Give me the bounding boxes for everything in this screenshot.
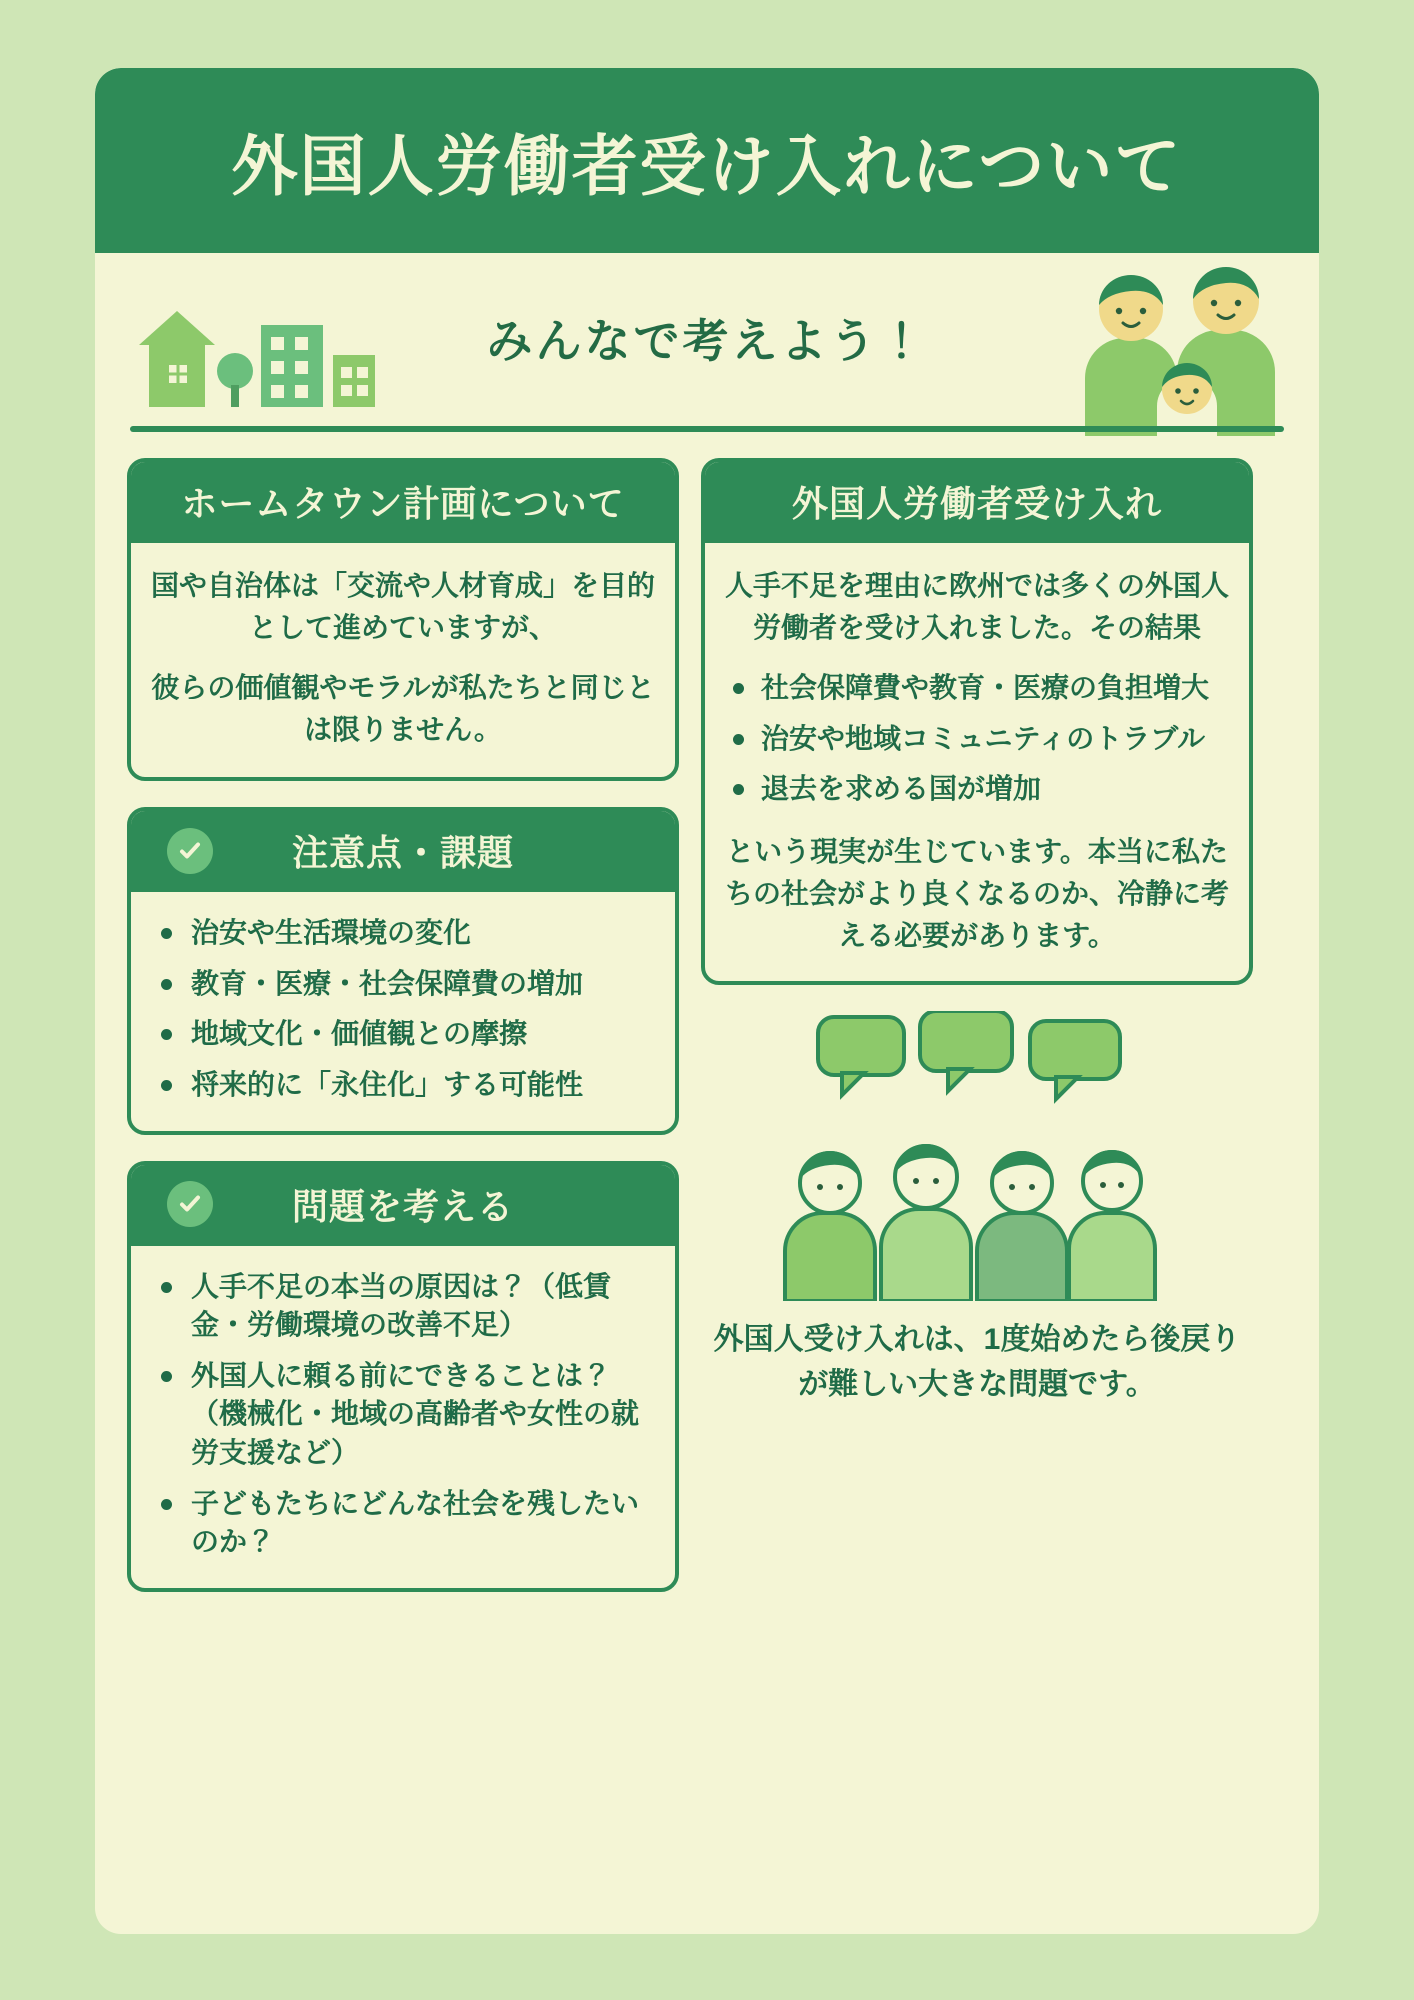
crowd-icon <box>777 1101 1177 1301</box>
card-issues <box>127 807 679 1135</box>
card-acceptance-title: 外国人労働者受け入れ <box>791 483 1162 524</box>
check-circle-icon <box>167 1181 213 1227</box>
closing-note: 外国人受け入れは、1度始めたら後戻りが難しい大きな問題です。 <box>713 1322 1241 1401</box>
family-illustration <box>1067 261 1297 429</box>
poster-title-bar <box>95 68 1319 253</box>
left-column <box>127 458 679 1618</box>
card-acceptance-header <box>705 462 1249 543</box>
card-hometown-plan-header <box>131 462 675 543</box>
right-column <box>701 458 1253 1618</box>
list-item: 人手不足の本当の原因は？（低賃金・労働環境の改善不足） <box>151 1268 655 1345</box>
card-acceptance-body <box>705 543 1249 981</box>
hometown-paragraph-1: 国や自治体は「交流や人材育成」を目的として進めていますが、 <box>151 570 656 643</box>
town-icon <box>127 293 427 428</box>
family-icon <box>1067 261 1297 436</box>
acceptance-outro: という現実が生じています。本当に私たちの社会がより良くなるのか、冷静に考える必要があります。 <box>724 835 1229 951</box>
card-questions-title: 問題を考える <box>291 1185 514 1227</box>
discussion-illustration <box>701 1011 1253 1407</box>
poster-subtitle-area <box>95 253 1319 458</box>
list-item: 外国人に頼る前にできることは？（機械化・地域の高齢者や女性の就労支援など） <box>151 1357 655 1473</box>
acceptance-list <box>723 669 1231 809</box>
content-columns <box>95 458 1319 1618</box>
card-questions <box>127 1161 679 1592</box>
questions-list <box>151 1268 655 1562</box>
speech-bubbles-icon <box>812 1011 1142 1107</box>
list-item: 教育・医療・社会保障費の増加 <box>151 965 655 1004</box>
list-item: 地域文化・価値観との摩擦 <box>151 1015 655 1054</box>
issues-list <box>151 914 655 1105</box>
card-issues-body <box>131 892 675 1131</box>
card-hometown-plan-body <box>131 543 675 777</box>
check-circle-icon <box>167 828 213 874</box>
hometown-paragraph-2: 彼らの価値観やモラルが私たちと同じとは限りません。 <box>151 672 655 745</box>
list-item: 社会保障費や教育・医療の負担増大 <box>723 669 1231 708</box>
poster-subtitle: みんなで考えよう！ <box>486 315 928 367</box>
list-item: 治安や地域コミュニティのトラブル <box>723 720 1231 759</box>
card-hometown-plan-title: ホームタウン計画について <box>181 483 625 524</box>
town-skyline-illustration <box>127 293 427 428</box>
poster <box>95 68 1319 1934</box>
card-questions-header <box>131 1165 675 1246</box>
list-item: 退去を求める国が増加 <box>723 770 1231 809</box>
ground-divider <box>130 426 1284 432</box>
acceptance-intro: 人手不足を理由に欧州では多くの外国人労働者を受け入れました。その結果 <box>724 570 1229 643</box>
card-acceptance <box>701 458 1253 985</box>
list-item: 子どもたちにどんな社会を残したいのか？ <box>151 1485 655 1562</box>
card-hometown-plan <box>127 458 679 781</box>
card-questions-body <box>131 1246 675 1588</box>
list-item: 将来的に「永住化」する可能性 <box>151 1066 655 1105</box>
card-issues-header <box>131 811 675 892</box>
card-issues-title: 注意点・課題 <box>291 832 514 873</box>
page-title: 外国人労働者受け入れについて <box>231 129 1183 203</box>
list-item: 治安や生活環境の変化 <box>151 914 655 953</box>
